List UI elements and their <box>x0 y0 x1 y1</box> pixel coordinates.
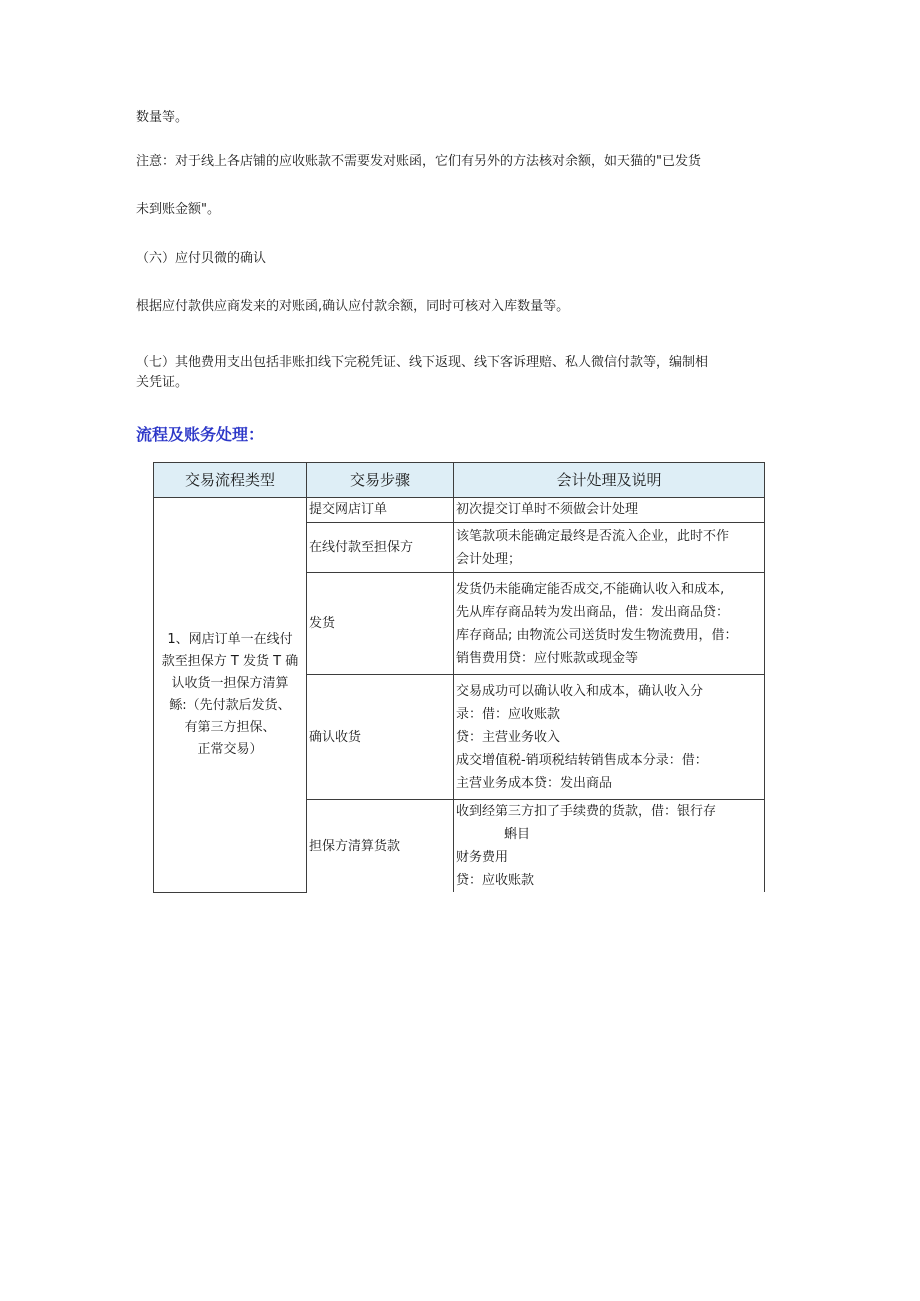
type-line: 正常交易） <box>197 741 263 757</box>
note-line: 贷：主营业务收入 <box>456 729 561 745</box>
paragraph-note-line1: 注意：对于线上各店铺的应收账款不需要发对账函，它们有另外的方法核对余额，如天猫的"已发货 <box>136 154 701 169</box>
note-line: 收到经第三方扣了手续费的货款，借：银行存 <box>456 804 717 819</box>
step-online-payment: 在线付款至担保方 <box>307 523 454 573</box>
note-guarantor-settlement <box>454 800 765 893</box>
type-line: 有第三方担保、 <box>184 719 276 735</box>
note-line: 发货仍未能确定能否成交,不能确认收入和成本, <box>456 581 725 597</box>
table-row <box>154 498 765 523</box>
paragraph-section-7-line1: （七）其他费用支出包括非账扣线下完税凭证、线下返现、线下客诉理赔、私人微信付款等，编制相 <box>136 355 709 370</box>
paragraph-section-6: （六）应付贝微的确认 <box>136 251 267 266</box>
note-line: 主营业务成本贷：发出商品 <box>456 775 613 791</box>
note-line: 成交增值税-销项税结转销售成本分录：借： <box>456 752 708 768</box>
paragraph-note-line2: 未到账金额"。 <box>136 202 220 217</box>
section-heading: 流程及账务处理： <box>136 425 265 444</box>
type-line: 款至担保方 T 发货 T 确 <box>161 653 299 669</box>
step-submit-order: 提交网店订单 <box>307 498 454 523</box>
note-line: 该笔款项未能确定最终是否流入企业，此时不作 <box>456 528 730 544</box>
note-line: 会计处理； <box>456 551 522 567</box>
transaction-type-cell <box>154 498 307 893</box>
note-line: 初次提交订单时不须做会计处理 <box>456 502 639 517</box>
process-table <box>153 462 765 893</box>
note-line: 贷：应收账款 <box>456 873 535 888</box>
header-type: 交易流程类型 <box>154 463 307 498</box>
note-line: 财务费用 <box>456 850 509 865</box>
note-online-payment <box>454 523 765 573</box>
step-shipping: 发货 <box>307 573 454 675</box>
note-line: 交易成功可以确认收入和成本，确认收入分 <box>456 683 704 699</box>
paragraph-quantity: 数量等。 <box>136 110 189 125</box>
step-confirm-receipt: 确认收货 <box>307 675 454 800</box>
note-shipping <box>454 573 765 675</box>
type-line: 鲧:（先付款后发货、 <box>169 697 291 713</box>
type-line: 1、网店订单一在线付 <box>167 631 293 647</box>
note-line: 先从库存商品转为发出商品，借：发出商品贷： <box>456 604 730 620</box>
paragraph-section-7-line2: 关凭证。 <box>136 375 189 390</box>
table-header-row <box>154 463 765 498</box>
note-confirm-receipt <box>454 675 765 800</box>
paragraph-payables: 根据应付款供应商发来的对账函,确认应付款余额，同时可核对入库数量等。 <box>136 299 570 314</box>
header-step: 交易步骤 <box>307 463 454 498</box>
header-accounting: 会计处理及说明 <box>454 463 765 498</box>
note-line: 销售费用贷：应付账款或现金等 <box>456 650 639 666</box>
note-line: 录：借：应收账款 <box>456 706 561 722</box>
note-line: 蝌目 <box>504 827 531 842</box>
type-line: 认收货一担保方清算 <box>171 675 289 691</box>
note-line: 库存商品; 由物流公司送货时发生物流费用，借： <box>456 627 738 643</box>
note-submit-order <box>454 498 765 523</box>
step-guarantor-settlement: 担保方清算货款 <box>307 800 454 893</box>
